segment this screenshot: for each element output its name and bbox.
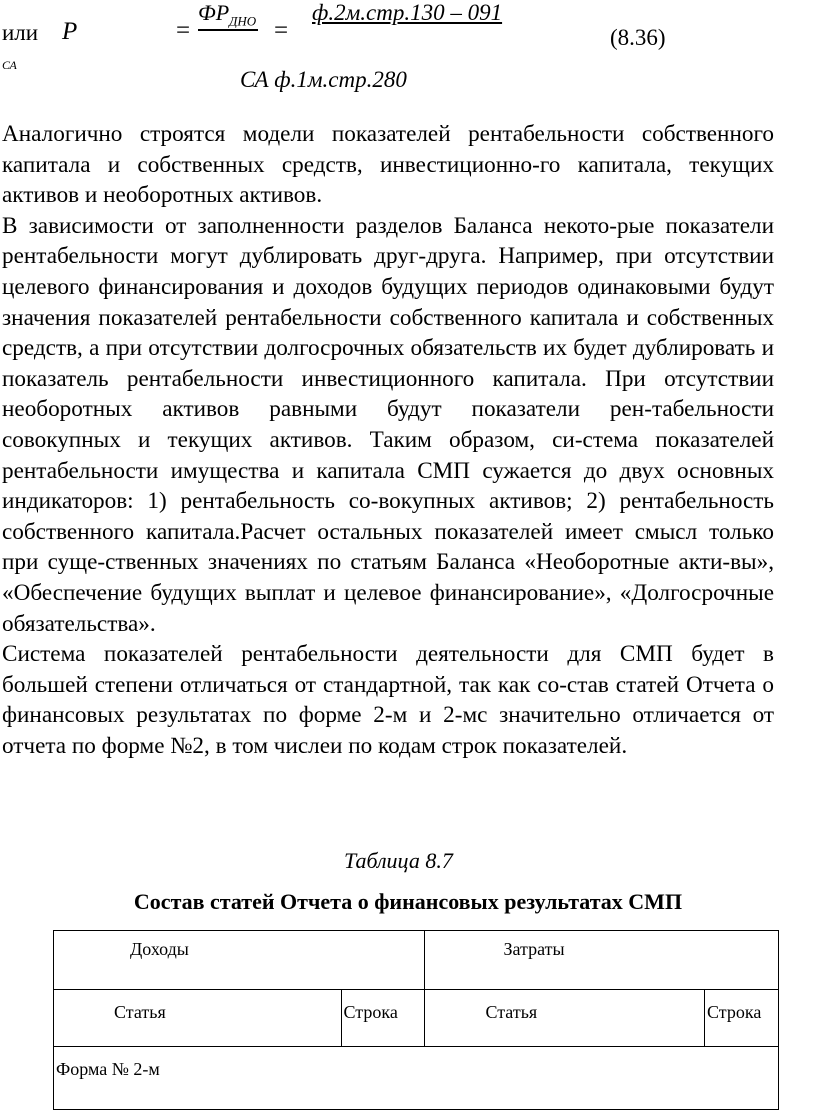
table-header-row [54, 931, 779, 990]
col-line-expenses: Строка [705, 990, 779, 1047]
col-line-income: Строка [341, 990, 425, 1047]
col-article-expenses: Статья [425, 990, 705, 1047]
formula-fr [198, 0, 256, 29]
formula-equals-1: = [176, 17, 191, 44]
paragraph: Система показателей рентабельности деятельности для СМП будет в большей степени отличаться от стандартной, так как со-став статей Отчета о финансовых результатах по форме 2-м и 2-мс значительно отличается от отчета по форме №2, в том числеи по кодам строк показателей. [2, 641, 774, 759]
formula-variable-subscript: СА [2, 58, 17, 72]
section-form-2m: Форма № 2-м [54, 1047, 779, 1110]
formula-denominator: СА ф.1м.стр.280 [240, 67, 407, 92]
header-expenses: Затраты [425, 931, 779, 990]
formula-equals-2: = [274, 17, 289, 44]
formula-fr-main: ФР [198, 0, 230, 25]
table-title: Состав статей Отчета о финансовых результатах СМП [133, 889, 683, 914]
paragraph: В зависимости от заполненности разделов Баланса некото-рые показатели рентабельности могут дублировать друг-друга. Например, при отсутствии целевого финансирования и доходов будущих периодов одинаковыми будут значения показателей рентабельности собственного капитала и собственных средств, а при отсутствии долгосрочных обязательств их будет дублировать и показатель рентабельности инвестиционного капитала. При отсутствии необоротных активов равными будут показатели рен-табельности совокупных и текущих активов. Таким образом, си-стема показателей рентабельности имущества и капитала СМП сужается до двух основных индикаторов: 1) рентабельность со-вокупных активов; 2) рентабельность собственного капитала.Расчет остальных показателей имеет смысл только при суще-ственных значениях по статьям Баланса «Необоротные акти-вы», «Обеспечение будущих выплат и целевое финансирование», «Долгосрочные обязательства». [2, 212, 774, 637]
formula-prefix: или [2, 20, 39, 45]
table-subheader-row [54, 990, 779, 1047]
formula-numerator: ф.2м.стр.130 – 091 [312, 0, 503, 25]
formula-fr-subscript: ДНО [229, 13, 257, 29]
formula-variable: Р [62, 18, 78, 45]
header-income: Доходы [54, 931, 425, 990]
table-row [54, 1047, 779, 1110]
financial-results-table [53, 930, 779, 1110]
body-text [2, 119, 774, 761]
col-article-income: Статья [54, 990, 342, 1047]
formula-number: (8.36) [610, 25, 666, 50]
table-caption: Таблица 8.7 [344, 848, 453, 873]
formula-fraction-bar [198, 29, 258, 31]
paragraph: Аналогично строятся модели показателей рентабельности собственного капитала и собственных средств, инвестиционно-го капитала, текущих активов и необоротных активов. [2, 121, 774, 209]
